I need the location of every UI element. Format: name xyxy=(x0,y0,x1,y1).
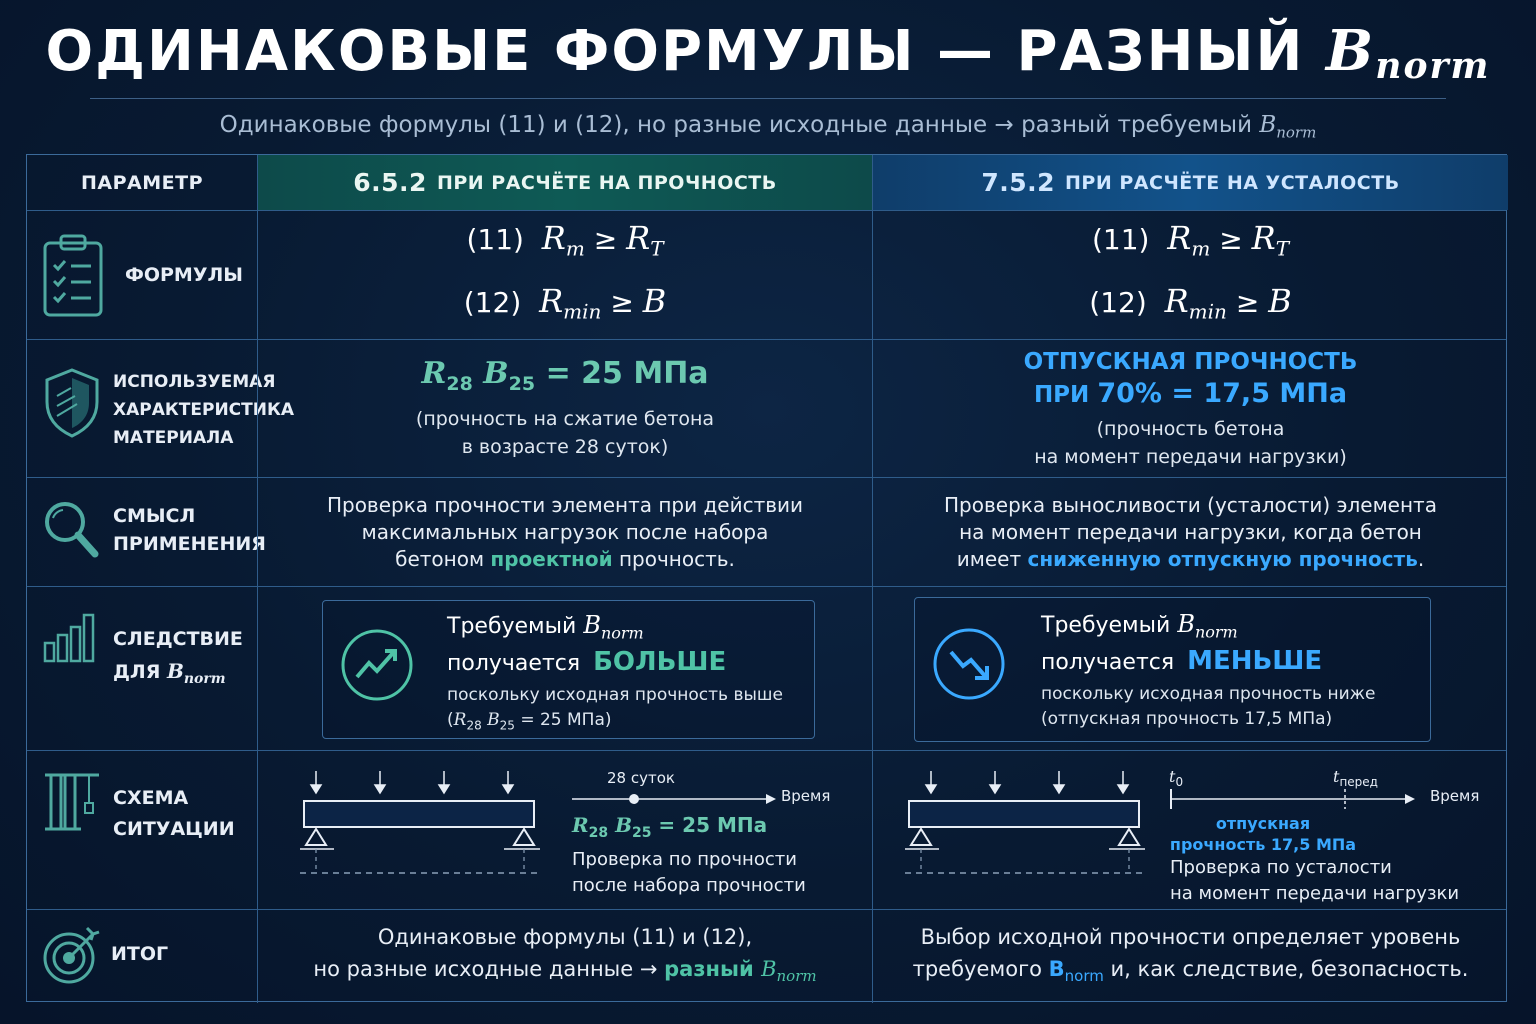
material-strength: $R_{28}$ $B_{25} = 25$ МПа (прочность на сжатие бетона в возрасте 28 суток) xyxy=(257,340,872,477)
trend-up-icon xyxy=(339,627,415,703)
header-row xyxy=(27,155,1506,210)
label-formulas: ФОРМУЛЫ xyxy=(125,264,243,286)
row-consequence xyxy=(27,586,1506,750)
material-fatigue: ОТПУСКНАЯ ПРОЧНОСТЬ ПРИ 70% = 17,5 МПа (прочность бетона на момент передачи нагрузки) xyxy=(872,340,1508,477)
summary-fatigue: Выбор исходной прочности определяет уровень требуемого $B_{norm}$ и, как следствие, безопасность. xyxy=(872,910,1508,1003)
page-title: ОДИНАКОВЫЕ ФОРМУЛЫ — РАЗНЫЙ $B_{norm}$ xyxy=(45,18,1491,87)
label-scheme: СХЕМА СИТУАЦИИ xyxy=(113,787,235,840)
strength-value: $R_{28}$ $B_{25} = 25$ МПа xyxy=(421,356,709,395)
row-formulas xyxy=(27,210,1506,339)
comparison-table xyxy=(26,154,1507,1002)
meaning-fatigue: Проверка выносливости (усталости) элемента на момент передачи нагрузки, когда бетон имеет сниженную отпускную прочность. xyxy=(872,478,1508,586)
row-meaning xyxy=(27,477,1506,586)
summary-strength: Одинаковые формулы (11) и (12), но разные исходные данные → разный $B_{norm}$ xyxy=(257,910,872,1003)
trend-down-icon xyxy=(931,626,1007,702)
clipboard-checklist-icon xyxy=(41,233,105,319)
label-consequence: СЛЕДСТВИЕ ДЛЯ $B_{norm}$ xyxy=(113,628,243,687)
title-divider xyxy=(90,98,1446,99)
header-fatigue: 7.5.2 ПРИ РАСЧЁТЕ НА УСТАЛОСТЬ xyxy=(872,155,1508,210)
label-material: ИСПОЛЬЗУЕМАЯ ХАРАКТЕРИСТИКА МАТЕРИАЛА xyxy=(113,372,295,448)
magnifier-icon xyxy=(41,498,101,562)
label-summary: ИТОГ xyxy=(111,943,169,965)
header-param: ПАРАМЕТР xyxy=(80,171,203,194)
timeline-fatigue xyxy=(1169,787,1429,811)
consequence-box-fatigue: Требуемый $B_{norm}$ получается МЕНЬШЕ поскольку исходная прочность ниже (отпускная прочность 17,5 МПа) xyxy=(914,597,1431,742)
meaning-strength: Проверка прочности элемента при действии максимальных нагрузок после набора бетоном проектной прочность. xyxy=(257,478,872,586)
row-summary xyxy=(27,909,1506,1003)
target-arrow-icon xyxy=(41,924,103,986)
shield-icon xyxy=(41,366,103,440)
row-material xyxy=(27,339,1506,477)
beam-diagram-fatigue xyxy=(901,769,1151,889)
consequence-box-strength: Требуемый $B_{norm}$ получается БОЛЬШЕ поскольку исходная прочность выше ($R_{28}$ $B_{25} = 25$ МПа) xyxy=(322,600,815,739)
header-strength: 6.5.2 ПРИ РАСЧЁТЕ НА ПРОЧНОСТЬ xyxy=(257,155,872,210)
beam-diagram-strength xyxy=(294,769,544,889)
bar-chart-icon xyxy=(41,609,97,665)
page-subtitle: Одинаковые формулы (11) и (12), но разные исходные данные → разный требуемый $B_{norm}$ xyxy=(219,112,1317,142)
formulas-strength: (11) $R_m \ge R_T$ (12) $R_{min} \ge B$ xyxy=(257,211,872,339)
beam-scheme-icon xyxy=(41,769,105,833)
formulas-fatigue: (11) $R_m \ge R_T$ (12) $R_{min} \ge B$ xyxy=(872,211,1508,339)
timeline-strength xyxy=(570,789,790,809)
row-scheme: СХЕМА СИТУАЦИИ 28 суток Время $R_{28}$ $B_{25} = 25$ МПа Проверка по прочности после набора прочности $t_0$ $t_{перед}$ Время отпускная прочность 17,5 МПа Проверка по усталости на момент передачи нагрузки xyxy=(27,750,1506,909)
label-meaning: СМЫСЛ ПРИМЕНЕНИЯ xyxy=(113,505,266,555)
